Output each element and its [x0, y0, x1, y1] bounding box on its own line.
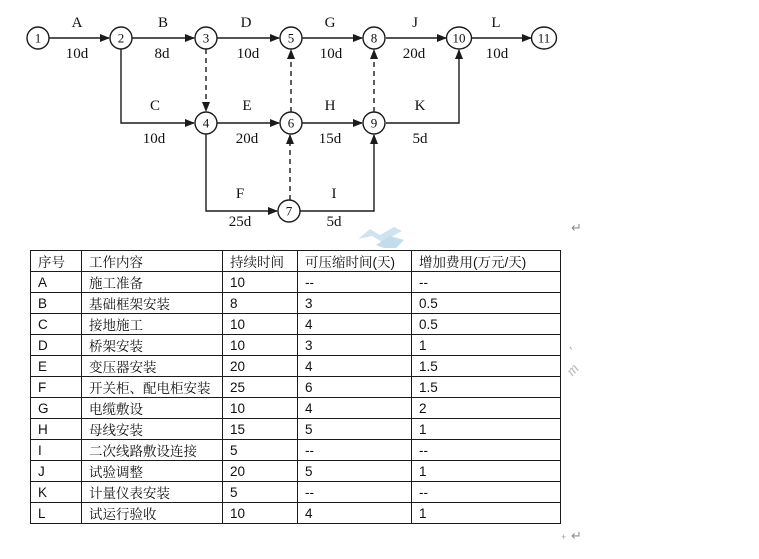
table-cell: 变压器安装: [82, 356, 223, 377]
table-cell: 6: [298, 377, 412, 398]
table-cell: --: [298, 440, 412, 461]
activity-label: E: [242, 98, 252, 114]
table-cell: 开关柜、配电柜安装: [82, 377, 223, 398]
table-cell: G: [31, 398, 82, 419]
table-cell: 0.5: [412, 293, 561, 314]
plus-mark: +: [561, 532, 567, 542]
table-cell: 20: [223, 461, 298, 482]
table-cell: 4: [298, 314, 412, 335]
table-cell: 试运行验收: [82, 503, 223, 524]
table-cell: 8: [223, 293, 298, 314]
table-cell: 5: [298, 419, 412, 440]
activity-duration: 5d: [326, 214, 342, 230]
table-cell: H: [31, 419, 82, 440]
table-cell: 2: [412, 398, 561, 419]
activity-label: D: [240, 15, 252, 31]
activity-duration: 15d: [318, 131, 342, 147]
node-number: 2: [117, 30, 125, 46]
table-cell: 10: [223, 272, 298, 293]
table-row: [31, 356, 561, 377]
activity-duration: 20d: [402, 46, 426, 62]
table-cell: C: [31, 314, 82, 335]
column-header: 持续时间: [223, 251, 298, 272]
table-cell: 10: [223, 314, 298, 335]
table-cell: L: [31, 503, 82, 524]
table-cell: 5: [223, 440, 298, 461]
table-cell: J: [31, 461, 82, 482]
activity-duration: 25d: [228, 214, 252, 230]
table-cell: 计量仪表安装: [82, 482, 223, 503]
activity-label: C: [149, 98, 161, 114]
table-row: [31, 272, 561, 293]
activity-label: K: [414, 98, 426, 114]
table-cell: 1: [412, 419, 561, 440]
column-header: 可压缩时间(天): [298, 251, 412, 272]
node-number: 1: [34, 30, 42, 46]
node-number: 5: [287, 30, 295, 46]
activity-label: J: [412, 15, 418, 31]
table-cell: 3: [298, 293, 412, 314]
table-cell: --: [412, 440, 561, 461]
column-header: 增加费用(万元/天): [412, 251, 561, 272]
watermark-tick: ': [566, 345, 581, 359]
return-mark-after-table: ↵: [571, 529, 582, 544]
table-cell: 4: [298, 356, 412, 377]
table-row: [31, 398, 561, 419]
table-cell: 二次线路敷设连接: [82, 440, 223, 461]
node-number: 4: [202, 115, 210, 131]
work-items-table: [30, 250, 561, 524]
activity-duration: 5d: [412, 131, 428, 147]
work-table-body: [31, 272, 561, 524]
table-cell: 基础框架安装: [82, 293, 223, 314]
node-number: 9: [370, 115, 378, 131]
node-number: 10: [452, 30, 466, 46]
table-cell: 10: [223, 335, 298, 356]
table-cell: 4: [298, 503, 412, 524]
node-number: 6: [287, 115, 295, 131]
table-cell: D: [31, 335, 82, 356]
table-cell: 5: [223, 482, 298, 503]
activity-duration: 10d: [236, 46, 260, 62]
activity-label: F: [235, 186, 245, 202]
table-row: [31, 440, 561, 461]
table-row: [31, 419, 561, 440]
table-row: [31, 377, 561, 398]
table-row: [31, 293, 561, 314]
network-diagram: [0, 0, 759, 250]
table-cell: --: [298, 482, 412, 503]
column-header: 序号: [31, 251, 82, 272]
table-cell: 25: [223, 377, 298, 398]
blue-logo-watermark: [356, 227, 406, 248]
table-cell: E: [31, 356, 82, 377]
return-mark-after-diagram: ↵: [571, 221, 582, 236]
work-table-header-row: [31, 251, 561, 272]
table-cell: 1.5: [412, 377, 561, 398]
table-cell: 4: [298, 398, 412, 419]
table-cell: --: [298, 272, 412, 293]
table-cell: 10: [223, 503, 298, 524]
table-cell: --: [412, 272, 561, 293]
node-number: 8: [370, 30, 378, 46]
table-cell: 10: [223, 398, 298, 419]
column-header: 工作内容: [82, 251, 223, 272]
table-cell: I: [31, 440, 82, 461]
table-cell: 0.5: [412, 314, 561, 335]
table-cell: 15: [223, 419, 298, 440]
table-row: [31, 335, 561, 356]
activity-label: A: [71, 15, 83, 31]
table-cell: 1: [412, 335, 561, 356]
node-number: 3: [202, 30, 210, 46]
activity-label: G: [324, 15, 336, 31]
activity-duration: 10d: [485, 46, 509, 62]
table-cell: 3: [298, 335, 412, 356]
node-number: 7: [285, 203, 293, 219]
table-cell: 1.5: [412, 356, 561, 377]
table-cell: 试验调整: [82, 461, 223, 482]
activity-duration: 10d: [65, 46, 89, 62]
table-cell: B: [31, 293, 82, 314]
activity-duration: 10d: [319, 46, 343, 62]
table-row: [31, 314, 561, 335]
node-number: 11: [537, 30, 551, 46]
activity-duration: 20d: [235, 131, 259, 147]
table-cell: F: [31, 377, 82, 398]
table-cell: 施工准备: [82, 272, 223, 293]
table-cell: 1: [412, 461, 561, 482]
watermark-fragment: m: [563, 360, 583, 380]
table-cell: 5: [298, 461, 412, 482]
table-cell: 接地施工: [82, 314, 223, 335]
activity-label: L: [491, 15, 501, 31]
table-cell: 母线安装: [82, 419, 223, 440]
gray-watermark: [555, 337, 611, 393]
table-cell: K: [31, 482, 82, 503]
activity-label: I: [331, 186, 337, 202]
table-cell: 20: [223, 356, 298, 377]
table-row: [31, 461, 561, 482]
table-cell: --: [412, 482, 561, 503]
table-cell: A: [31, 272, 82, 293]
table-cell: 1: [412, 503, 561, 524]
table-cell: 电缆敷设: [82, 398, 223, 419]
activity-label: B: [157, 15, 169, 31]
table-row: [31, 482, 561, 503]
network-diagram-canvas: [0, 0, 759, 250]
activity-label: H: [324, 98, 336, 114]
activity-duration: 8d: [154, 46, 170, 62]
table-cell: 桥架安装: [82, 335, 223, 356]
activity-duration: 10d: [142, 131, 166, 147]
table-row: [31, 503, 561, 524]
